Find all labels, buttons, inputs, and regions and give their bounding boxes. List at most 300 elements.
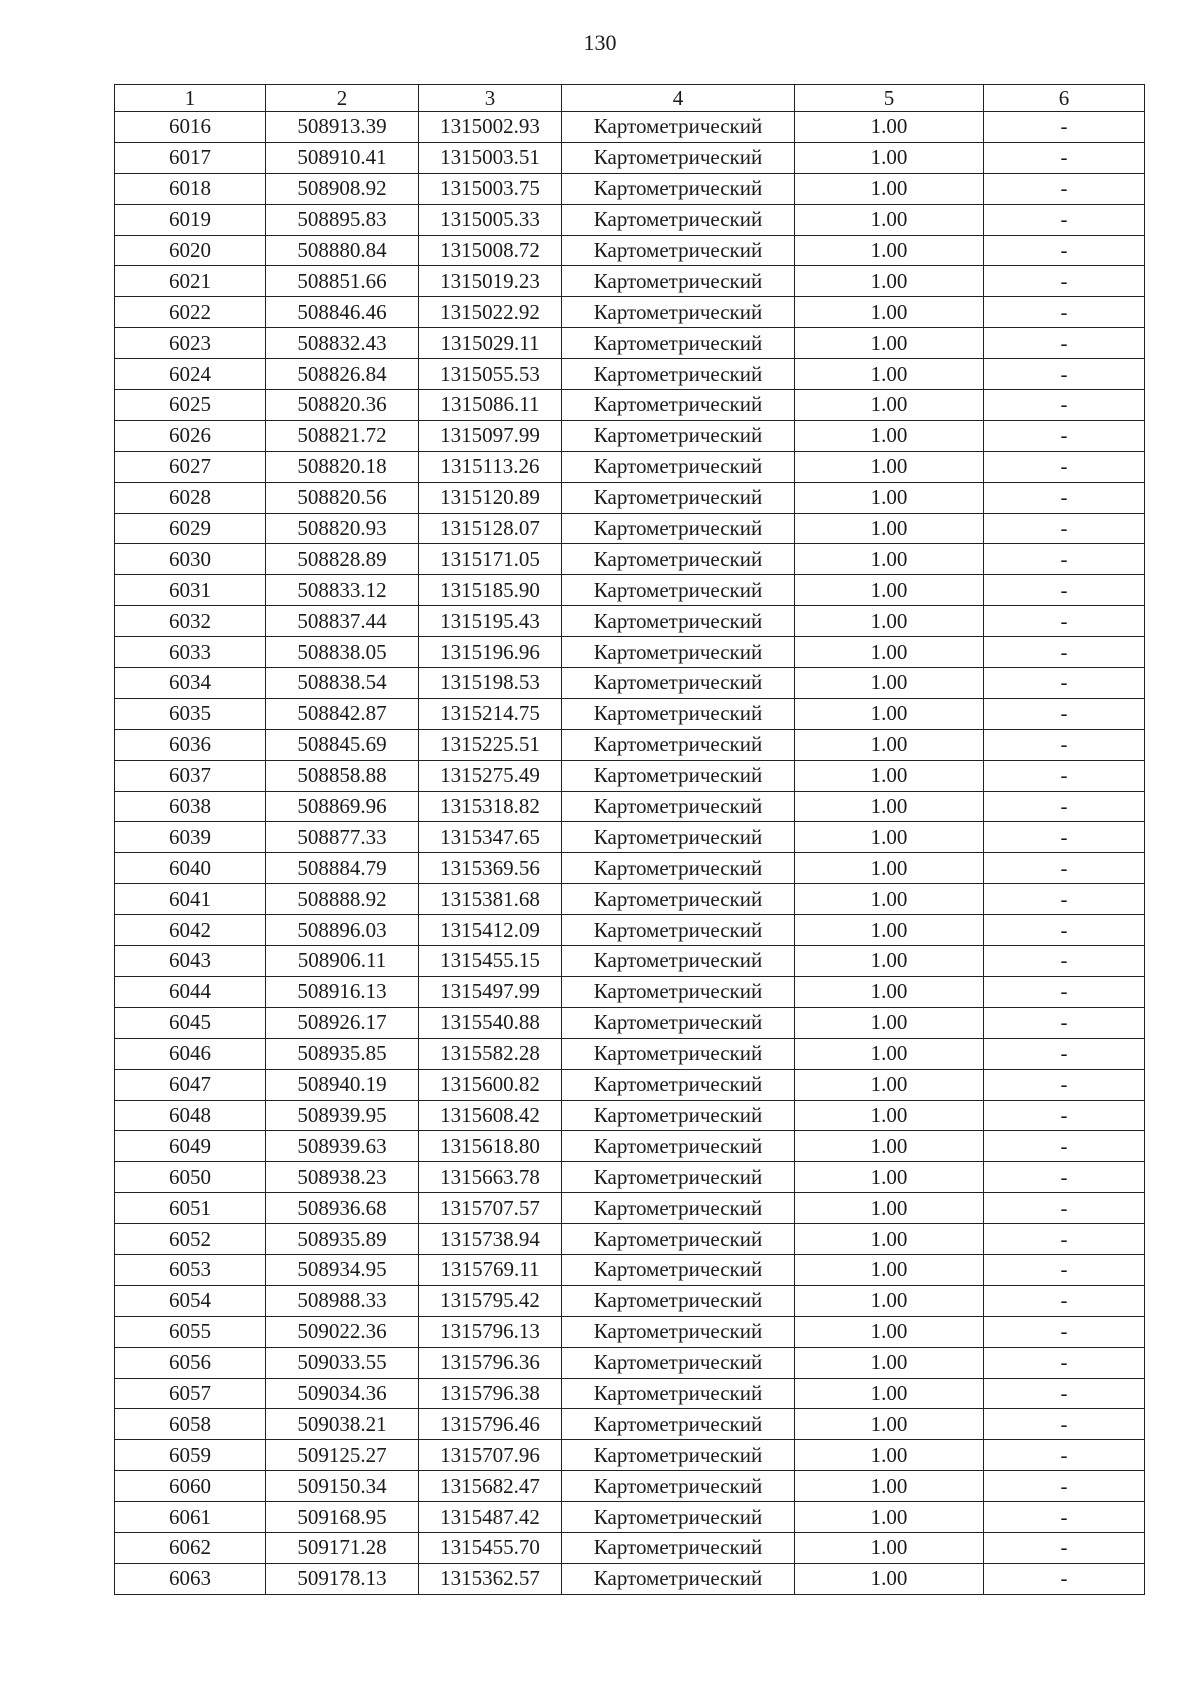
header-cell-1: 1	[115, 85, 266, 112]
description-cell: -	[984, 297, 1145, 328]
point-number-cell: 6020	[115, 235, 266, 266]
point-number-cell: 6056	[115, 1347, 266, 1378]
description-cell: -	[984, 1347, 1145, 1378]
description-cell: -	[984, 853, 1145, 884]
description-cell: -	[984, 1069, 1145, 1100]
y-coordinate-cell: 1315707.96	[419, 1440, 562, 1471]
point-number-cell: 6027	[115, 451, 266, 482]
table-row	[115, 390, 1145, 421]
table-row	[115, 946, 1145, 977]
y-coordinate-cell: 1315128.07	[419, 513, 562, 544]
table-row	[115, 915, 1145, 946]
table-row	[115, 420, 1145, 451]
header-row	[115, 85, 1145, 112]
x-coordinate-cell: 508858.88	[266, 760, 419, 791]
y-coordinate-cell: 1315738.94	[419, 1224, 562, 1255]
y-coordinate-cell: 1315682.47	[419, 1471, 562, 1502]
y-coordinate-cell: 1315185.90	[419, 575, 562, 606]
description-cell: -	[984, 976, 1145, 1007]
x-coordinate-cell: 508939.63	[266, 1131, 419, 1162]
table-row	[115, 698, 1145, 729]
x-coordinate-cell: 508869.96	[266, 791, 419, 822]
x-coordinate-cell: 508934.95	[266, 1254, 419, 1285]
description-cell: -	[984, 1100, 1145, 1131]
y-coordinate-cell: 1315097.99	[419, 420, 562, 451]
table-row	[115, 1502, 1145, 1533]
method-cell: Картометрический	[562, 1285, 795, 1316]
method-cell: Картометрический	[562, 451, 795, 482]
accuracy-cell: 1.00	[795, 1193, 984, 1224]
x-coordinate-cell: 509125.27	[266, 1440, 419, 1471]
accuracy-cell: 1.00	[795, 544, 984, 575]
point-number-cell: 6030	[115, 544, 266, 575]
accuracy-cell: 1.00	[795, 915, 984, 946]
y-coordinate-cell: 1315171.05	[419, 544, 562, 575]
y-coordinate-cell: 1315795.42	[419, 1285, 562, 1316]
description-cell: -	[984, 1007, 1145, 1038]
description-cell: -	[984, 822, 1145, 853]
description-cell: -	[984, 390, 1145, 421]
method-cell: Картометрический	[562, 1563, 795, 1594]
point-number-cell: 6044	[115, 976, 266, 1007]
method-cell: Картометрический	[562, 822, 795, 853]
y-coordinate-cell: 1315600.82	[419, 1069, 562, 1100]
x-coordinate-cell: 508826.84	[266, 359, 419, 390]
method-cell: Картометрический	[562, 513, 795, 544]
y-coordinate-cell: 1315608.42	[419, 1100, 562, 1131]
x-coordinate-cell: 508838.54	[266, 668, 419, 699]
method-cell: Картометрический	[562, 760, 795, 791]
table-row	[115, 637, 1145, 668]
point-number-cell: 6052	[115, 1224, 266, 1255]
accuracy-cell: 1.00	[795, 822, 984, 853]
description-cell: -	[984, 451, 1145, 482]
description-cell: -	[984, 328, 1145, 359]
x-coordinate-cell: 508845.69	[266, 729, 419, 760]
x-coordinate-cell: 508851.66	[266, 266, 419, 297]
description-cell: -	[984, 729, 1145, 760]
description-cell: -	[984, 760, 1145, 791]
description-cell: -	[984, 359, 1145, 390]
method-cell: Картометрический	[562, 112, 795, 143]
table-row	[115, 112, 1145, 143]
x-coordinate-cell: 508938.23	[266, 1162, 419, 1193]
x-coordinate-cell: 509038.21	[266, 1409, 419, 1440]
y-coordinate-cell: 1315195.43	[419, 606, 562, 637]
y-coordinate-cell: 1315275.49	[419, 760, 562, 791]
accuracy-cell: 1.00	[795, 1285, 984, 1316]
x-coordinate-cell: 508838.05	[266, 637, 419, 668]
method-cell: Картометрический	[562, 544, 795, 575]
method-cell: Картометрический	[562, 297, 795, 328]
y-coordinate-cell: 1315196.96	[419, 637, 562, 668]
description-cell: -	[984, 1131, 1145, 1162]
x-coordinate-cell: 508910.41	[266, 142, 419, 173]
method-cell: Картометрический	[562, 1502, 795, 1533]
accuracy-cell: 1.00	[795, 1409, 984, 1440]
accuracy-cell: 1.00	[795, 575, 984, 606]
method-cell: Картометрический	[562, 482, 795, 513]
accuracy-cell: 1.00	[795, 297, 984, 328]
point-number-cell: 6028	[115, 482, 266, 513]
point-number-cell: 6057	[115, 1378, 266, 1409]
point-number-cell: 6058	[115, 1409, 266, 1440]
point-number-cell: 6034	[115, 668, 266, 699]
point-number-cell: 6061	[115, 1502, 266, 1533]
table-row	[115, 359, 1145, 390]
y-coordinate-cell: 1315225.51	[419, 729, 562, 760]
accuracy-cell: 1.00	[795, 112, 984, 143]
x-coordinate-cell: 508837.44	[266, 606, 419, 637]
method-cell: Картометрический	[562, 359, 795, 390]
accuracy-cell: 1.00	[795, 760, 984, 791]
y-coordinate-cell: 1315086.11	[419, 390, 562, 421]
x-coordinate-cell: 508877.33	[266, 822, 419, 853]
accuracy-cell: 1.00	[795, 1378, 984, 1409]
table-row	[115, 884, 1145, 915]
table-row	[115, 1193, 1145, 1224]
accuracy-cell: 1.00	[795, 637, 984, 668]
accuracy-cell: 1.00	[795, 1347, 984, 1378]
table-row	[115, 1162, 1145, 1193]
y-coordinate-cell: 1315029.11	[419, 328, 562, 359]
point-number-cell: 6041	[115, 884, 266, 915]
point-number-cell: 6032	[115, 606, 266, 637]
method-cell: Картометрический	[562, 575, 795, 606]
method-cell: Картометрический	[562, 1347, 795, 1378]
method-cell: Картометрический	[562, 976, 795, 1007]
x-coordinate-cell: 509150.34	[266, 1471, 419, 1502]
x-coordinate-cell: 508880.84	[266, 235, 419, 266]
accuracy-cell: 1.00	[795, 606, 984, 637]
table-row	[115, 1069, 1145, 1100]
method-cell: Картометрический	[562, 606, 795, 637]
y-coordinate-cell: 1315455.70	[419, 1532, 562, 1563]
page-number: 130	[583, 30, 617, 55]
point-number-cell: 6025	[115, 390, 266, 421]
point-number-cell: 6050	[115, 1162, 266, 1193]
x-coordinate-cell: 508833.12	[266, 575, 419, 606]
description-cell: -	[984, 266, 1145, 297]
table-header	[115, 85, 1145, 112]
point-number-cell: 6017	[115, 142, 266, 173]
y-coordinate-cell: 1315707.57	[419, 1193, 562, 1224]
x-coordinate-cell: 509171.28	[266, 1532, 419, 1563]
table-row	[115, 142, 1145, 173]
method-cell: Картометрический	[562, 1131, 795, 1162]
point-number-cell: 6038	[115, 791, 266, 822]
accuracy-cell: 1.00	[795, 142, 984, 173]
point-number-cell: 6047	[115, 1069, 266, 1100]
table-row	[115, 297, 1145, 328]
method-cell: Картометрический	[562, 698, 795, 729]
accuracy-cell: 1.00	[795, 1563, 984, 1594]
table-row	[115, 513, 1145, 544]
point-number-cell: 6049	[115, 1131, 266, 1162]
description-cell: -	[984, 1316, 1145, 1347]
point-number-cell: 6022	[115, 297, 266, 328]
accuracy-cell: 1.00	[795, 1100, 984, 1131]
method-cell: Картометрический	[562, 142, 795, 173]
table-row	[115, 1285, 1145, 1316]
point-number-cell: 6029	[115, 513, 266, 544]
header-cell-3: 3	[419, 85, 562, 112]
accuracy-cell: 1.00	[795, 668, 984, 699]
method-cell: Картометрический	[562, 204, 795, 235]
y-coordinate-cell: 1315003.75	[419, 173, 562, 204]
point-number-cell: 6018	[115, 173, 266, 204]
method-cell: Картометрический	[562, 1532, 795, 1563]
accuracy-cell: 1.00	[795, 1069, 984, 1100]
table-row	[115, 729, 1145, 760]
method-cell: Картометрический	[562, 266, 795, 297]
y-coordinate-cell: 1315003.51	[419, 142, 562, 173]
accuracy-cell: 1.00	[795, 451, 984, 482]
x-coordinate-cell: 508842.87	[266, 698, 419, 729]
x-coordinate-cell: 508988.33	[266, 1285, 419, 1316]
y-coordinate-cell: 1315796.38	[419, 1378, 562, 1409]
method-cell: Картометрический	[562, 1069, 795, 1100]
description-cell: -	[984, 1254, 1145, 1285]
x-coordinate-cell: 508935.85	[266, 1038, 419, 1069]
method-cell: Картометрический	[562, 1471, 795, 1502]
accuracy-cell: 1.00	[795, 328, 984, 359]
method-cell: Картометрический	[562, 420, 795, 451]
x-coordinate-cell: 509033.55	[266, 1347, 419, 1378]
point-number-cell: 6062	[115, 1532, 266, 1563]
description-cell: -	[984, 204, 1145, 235]
y-coordinate-cell: 1315055.53	[419, 359, 562, 390]
x-coordinate-cell: 509034.36	[266, 1378, 419, 1409]
description-cell: -	[984, 668, 1145, 699]
x-coordinate-cell: 508913.39	[266, 112, 419, 143]
table-row	[115, 204, 1145, 235]
description-cell: -	[984, 482, 1145, 513]
method-cell: Картометрический	[562, 915, 795, 946]
x-coordinate-cell: 508820.36	[266, 390, 419, 421]
y-coordinate-cell: 1315540.88	[419, 1007, 562, 1038]
method-cell: Картометрический	[562, 853, 795, 884]
method-cell: Картометрический	[562, 1316, 795, 1347]
method-cell: Картометрический	[562, 1162, 795, 1193]
y-coordinate-cell: 1315663.78	[419, 1162, 562, 1193]
accuracy-cell: 1.00	[795, 1316, 984, 1347]
description-cell: -	[984, 637, 1145, 668]
y-coordinate-cell: 1315487.42	[419, 1502, 562, 1533]
accuracy-cell: 1.00	[795, 1162, 984, 1193]
table-row	[115, 1563, 1145, 1594]
y-coordinate-cell: 1315497.99	[419, 976, 562, 1007]
method-cell: Картометрический	[562, 637, 795, 668]
accuracy-cell: 1.00	[795, 235, 984, 266]
point-number-cell: 6043	[115, 946, 266, 977]
method-cell: Картометрический	[562, 1038, 795, 1069]
table-row	[115, 1471, 1145, 1502]
method-cell: Картометрический	[562, 1378, 795, 1409]
accuracy-cell: 1.00	[795, 359, 984, 390]
description-cell: -	[984, 1038, 1145, 1069]
description-cell: -	[984, 1471, 1145, 1502]
y-coordinate-cell: 1315455.15	[419, 946, 562, 977]
point-number-cell: 6040	[115, 853, 266, 884]
description-cell: -	[984, 1378, 1145, 1409]
method-cell: Картометрический	[562, 1100, 795, 1131]
method-cell: Картометрический	[562, 1224, 795, 1255]
accuracy-cell: 1.00	[795, 1532, 984, 1563]
x-coordinate-cell: 508906.11	[266, 946, 419, 977]
y-coordinate-cell: 1315412.09	[419, 915, 562, 946]
description-cell: -	[984, 606, 1145, 637]
description-cell: -	[984, 420, 1145, 451]
x-coordinate-cell: 509178.13	[266, 1563, 419, 1594]
accuracy-cell: 1.00	[795, 204, 984, 235]
description-cell: -	[984, 235, 1145, 266]
table-row	[115, 328, 1145, 359]
table-row	[115, 1409, 1145, 1440]
accuracy-cell: 1.00	[795, 1440, 984, 1471]
x-coordinate-cell: 508926.17	[266, 1007, 419, 1038]
table-row	[115, 173, 1145, 204]
point-number-cell: 6042	[115, 915, 266, 946]
y-coordinate-cell: 1315582.28	[419, 1038, 562, 1069]
method-cell: Картометрический	[562, 1440, 795, 1471]
point-number-cell: 6031	[115, 575, 266, 606]
y-coordinate-cell: 1315347.65	[419, 822, 562, 853]
accuracy-cell: 1.00	[795, 729, 984, 760]
point-number-cell: 6036	[115, 729, 266, 760]
description-cell: -	[984, 1162, 1145, 1193]
x-coordinate-cell: 508821.72	[266, 420, 419, 451]
table-row	[115, 853, 1145, 884]
accuracy-cell: 1.00	[795, 791, 984, 822]
table-row	[115, 1532, 1145, 1563]
table-row	[115, 482, 1145, 513]
table-row	[115, 760, 1145, 791]
table-row	[115, 1254, 1145, 1285]
x-coordinate-cell: 508820.56	[266, 482, 419, 513]
point-number-cell: 6024	[115, 359, 266, 390]
y-coordinate-cell: 1315005.33	[419, 204, 562, 235]
x-coordinate-cell: 508936.68	[266, 1193, 419, 1224]
accuracy-cell: 1.00	[795, 513, 984, 544]
method-cell: Картометрический	[562, 791, 795, 822]
y-coordinate-cell: 1315008.72	[419, 235, 562, 266]
point-number-cell: 6039	[115, 822, 266, 853]
description-cell: -	[984, 544, 1145, 575]
accuracy-cell: 1.00	[795, 266, 984, 297]
y-coordinate-cell: 1315369.56	[419, 853, 562, 884]
method-cell: Картометрический	[562, 1193, 795, 1224]
x-coordinate-cell: 508908.92	[266, 173, 419, 204]
point-number-cell: 6033	[115, 637, 266, 668]
table-row	[115, 1440, 1145, 1471]
y-coordinate-cell: 1315796.36	[419, 1347, 562, 1378]
method-cell: Картометрический	[562, 884, 795, 915]
point-number-cell: 6023	[115, 328, 266, 359]
description-cell: -	[984, 1532, 1145, 1563]
table-row	[115, 976, 1145, 1007]
description-cell: -	[984, 698, 1145, 729]
table-row	[115, 606, 1145, 637]
accuracy-cell: 1.00	[795, 1224, 984, 1255]
method-cell: Картометрический	[562, 668, 795, 699]
description-cell: -	[984, 1440, 1145, 1471]
accuracy-cell: 1.00	[795, 698, 984, 729]
table-row	[115, 1378, 1145, 1409]
method-cell: Картометрический	[562, 1007, 795, 1038]
x-coordinate-cell: 508820.93	[266, 513, 419, 544]
method-cell: Картометрический	[562, 1409, 795, 1440]
accuracy-cell: 1.00	[795, 1471, 984, 1502]
y-coordinate-cell: 1315019.23	[419, 266, 562, 297]
point-number-cell: 6053	[115, 1254, 266, 1285]
y-coordinate-cell: 1315796.46	[419, 1409, 562, 1440]
accuracy-cell: 1.00	[795, 1254, 984, 1285]
accuracy-cell: 1.00	[795, 1131, 984, 1162]
header-cell-6: 6	[984, 85, 1145, 112]
table-row	[115, 1316, 1145, 1347]
description-cell: -	[984, 173, 1145, 204]
accuracy-cell: 1.00	[795, 976, 984, 1007]
description-cell: -	[984, 1563, 1145, 1594]
accuracy-cell: 1.00	[795, 420, 984, 451]
description-cell: -	[984, 112, 1145, 143]
x-coordinate-cell: 508896.03	[266, 915, 419, 946]
description-cell: -	[984, 884, 1145, 915]
description-cell: -	[984, 1409, 1145, 1440]
method-cell: Картометрический	[562, 390, 795, 421]
accuracy-cell: 1.00	[795, 853, 984, 884]
table-row	[115, 575, 1145, 606]
description-cell: -	[984, 946, 1145, 977]
table-row	[115, 1347, 1145, 1378]
accuracy-cell: 1.00	[795, 1007, 984, 1038]
y-coordinate-cell: 1315198.53	[419, 668, 562, 699]
point-number-cell: 6021	[115, 266, 266, 297]
point-number-cell: 6026	[115, 420, 266, 451]
description-cell: -	[984, 142, 1145, 173]
point-number-cell: 6063	[115, 1563, 266, 1594]
table-row	[115, 451, 1145, 482]
y-coordinate-cell: 1315769.11	[419, 1254, 562, 1285]
y-coordinate-cell: 1315318.82	[419, 791, 562, 822]
header-cell-2: 2	[266, 85, 419, 112]
x-coordinate-cell: 508832.43	[266, 328, 419, 359]
point-number-cell: 6016	[115, 112, 266, 143]
x-coordinate-cell: 508884.79	[266, 853, 419, 884]
x-coordinate-cell: 508828.89	[266, 544, 419, 575]
point-number-cell: 6046	[115, 1038, 266, 1069]
point-number-cell: 6054	[115, 1285, 266, 1316]
description-cell: -	[984, 1502, 1145, 1533]
method-cell: Картометрический	[562, 729, 795, 760]
description-cell: -	[984, 513, 1145, 544]
table-row	[115, 1100, 1145, 1131]
table-row	[115, 668, 1145, 699]
y-coordinate-cell: 1315022.92	[419, 297, 562, 328]
method-cell: Картометрический	[562, 1254, 795, 1285]
table-row	[115, 544, 1145, 575]
description-cell: -	[984, 1224, 1145, 1255]
accuracy-cell: 1.00	[795, 390, 984, 421]
description-cell: -	[984, 1285, 1145, 1316]
accuracy-cell: 1.00	[795, 1038, 984, 1069]
y-coordinate-cell: 1315120.89	[419, 482, 562, 513]
method-cell: Картометрический	[562, 235, 795, 266]
description-cell: -	[984, 1193, 1145, 1224]
point-number-cell: 6051	[115, 1193, 266, 1224]
table-row	[115, 1007, 1145, 1038]
